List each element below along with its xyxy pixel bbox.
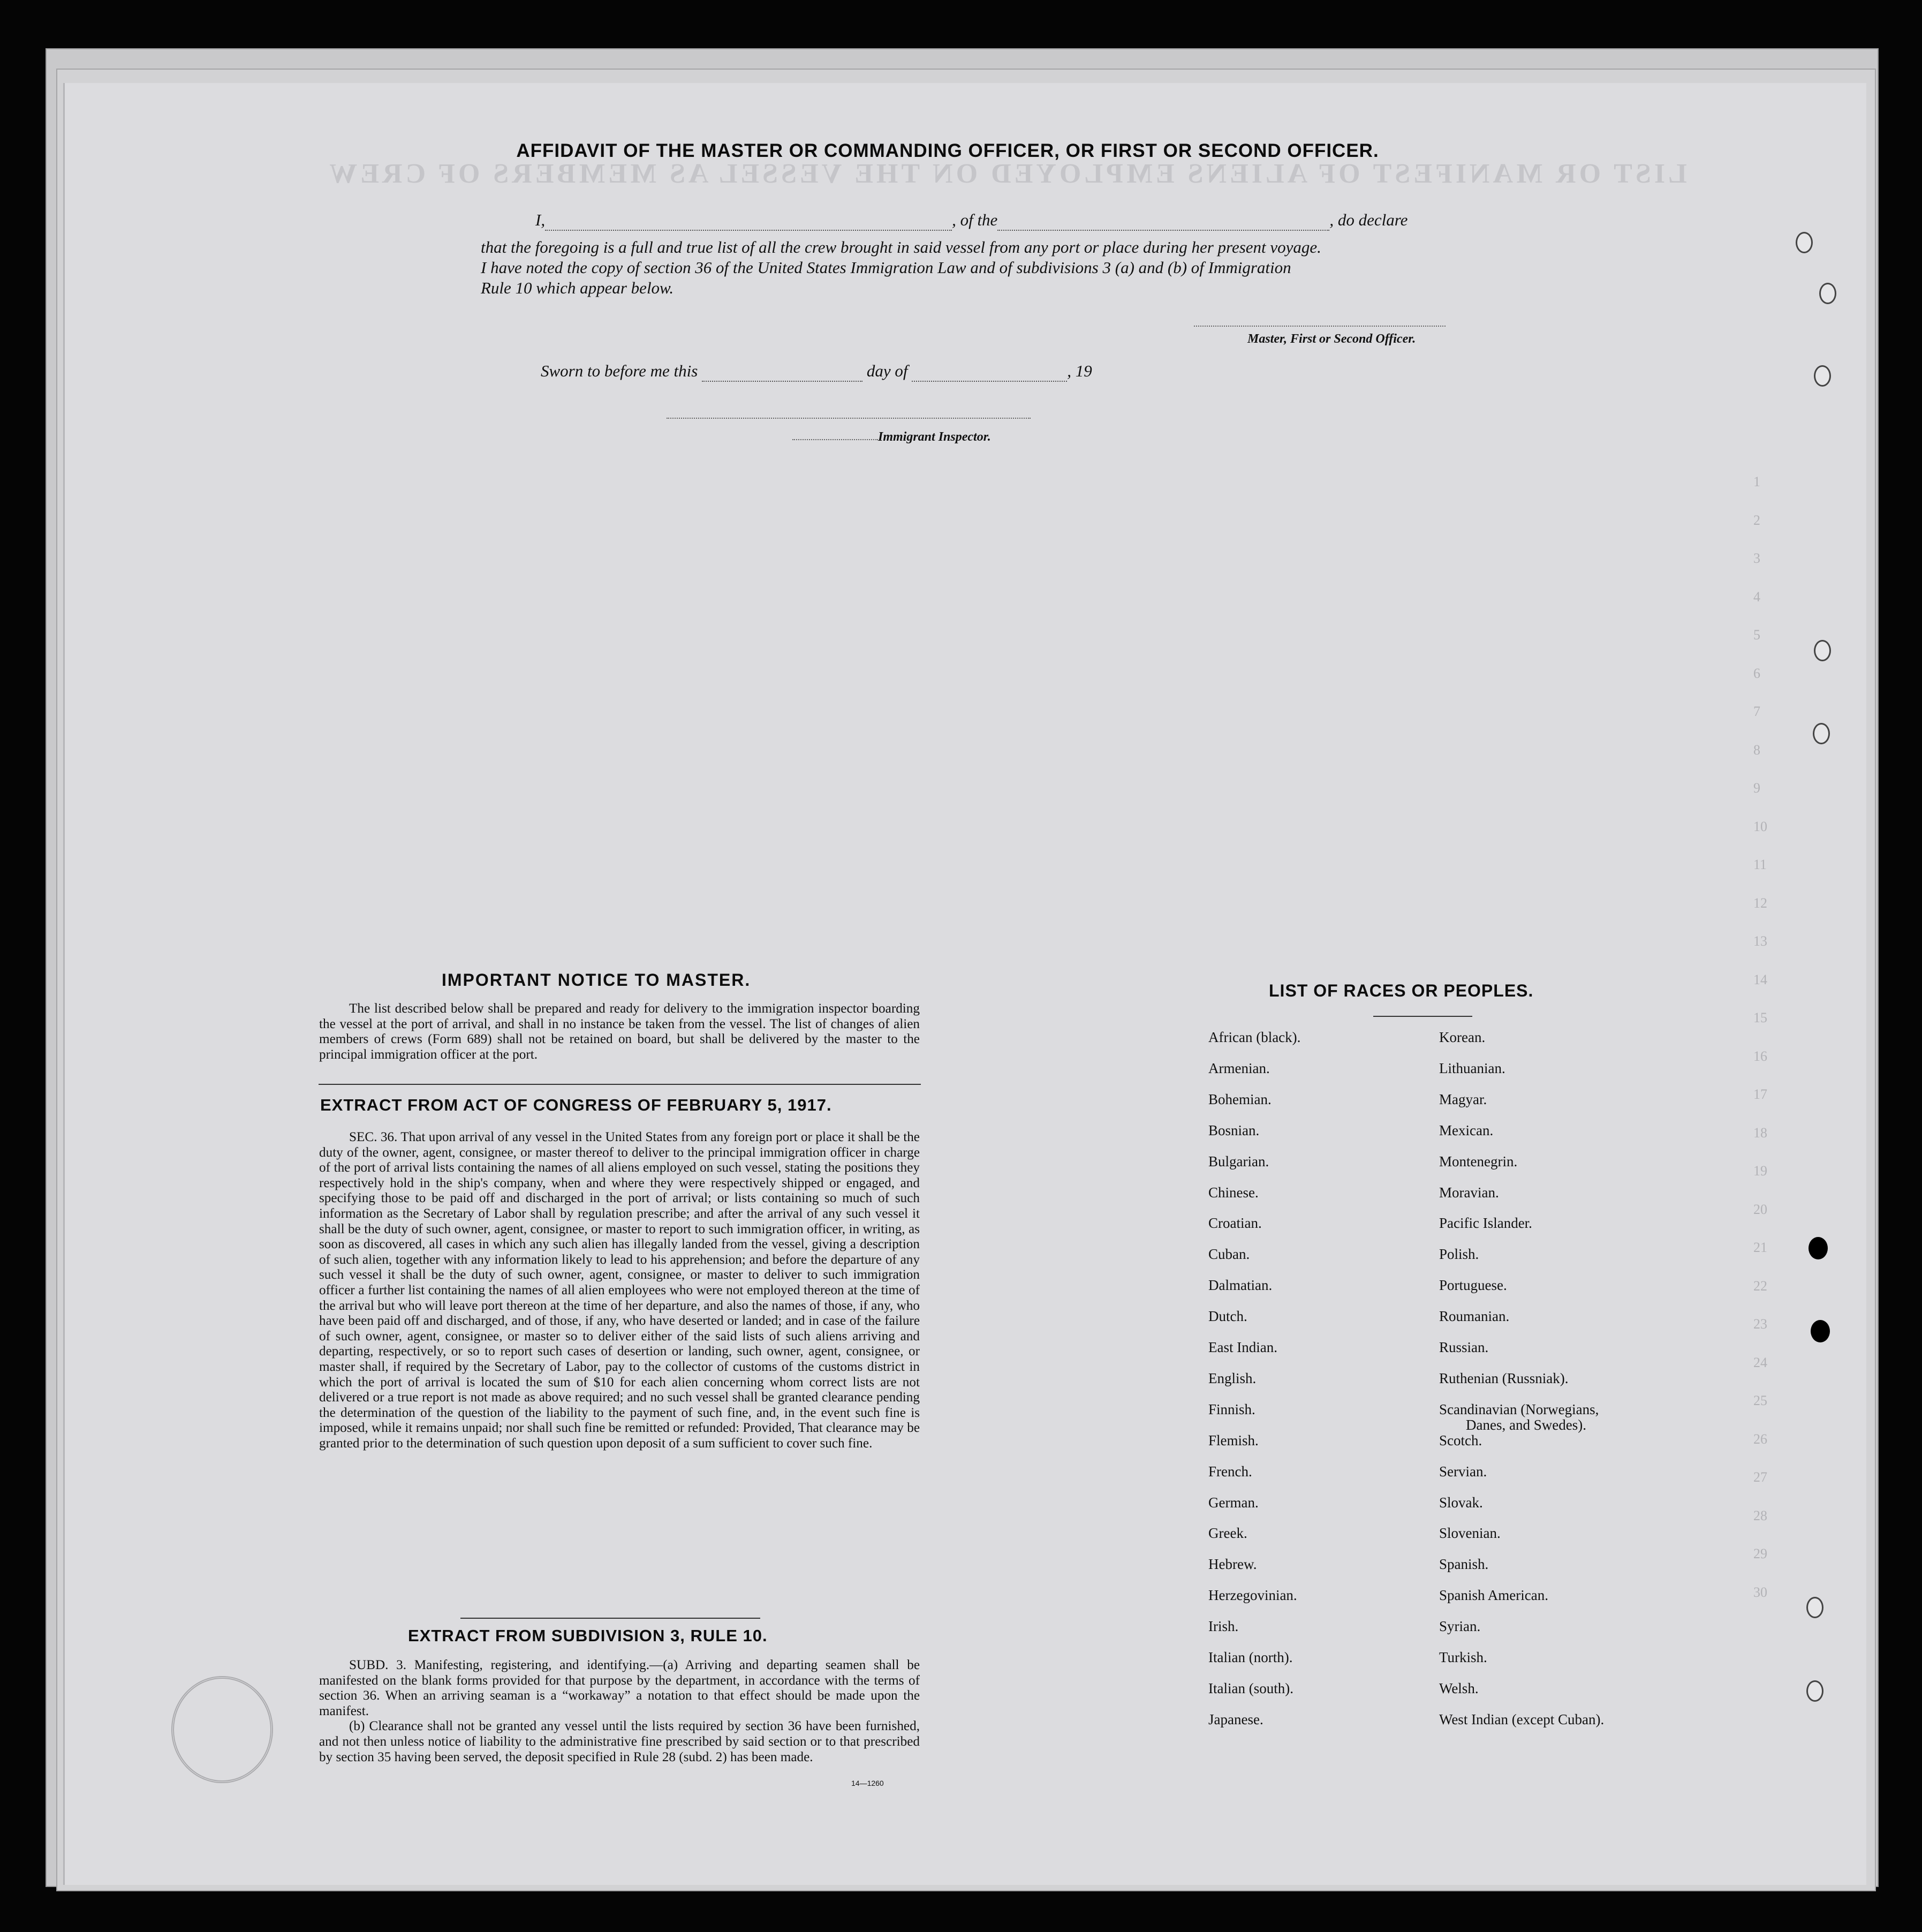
race-item: Korean. — [1439, 1029, 1486, 1045]
bleed-through-row-number: 2 — [1753, 512, 1760, 528]
year-prefix: , 19 — [1067, 361, 1092, 380]
race-item: Portuguese. — [1439, 1277, 1507, 1294]
bleed-through-row-number: 22 — [1753, 1278, 1767, 1294]
race-item: Syrian. — [1439, 1618, 1481, 1635]
bleed-through-row-number: 19 — [1753, 1163, 1767, 1179]
race-item: Welsh. — [1439, 1680, 1479, 1696]
rule-heading: EXTRACT FROM SUBDIVISION 3, RULE 10. — [408, 1626, 768, 1645]
race-item: Flemish. — [1208, 1432, 1259, 1448]
vessel-name-blank[interactable] — [997, 210, 1329, 231]
bleed-through-row-number: 7 — [1753, 704, 1760, 719]
race-item: Dalmatian. — [1208, 1277, 1273, 1294]
race-item: Dutch. — [1208, 1308, 1247, 1325]
race-item: Finnish. — [1208, 1401, 1255, 1417]
bleed-through-row-number: 26 — [1753, 1431, 1767, 1447]
act-divider — [460, 1618, 760, 1619]
race-item: Japanese. — [1208, 1711, 1263, 1727]
race-item: Bohemian. — [1208, 1091, 1272, 1107]
bleed-through-row-number: 10 — [1753, 818, 1767, 834]
race-item: Magyar. — [1439, 1091, 1487, 1107]
act-heading: EXTRACT FROM ACT OF CONGRESS OF FEBRUARY 5, 1917. — [320, 1096, 832, 1114]
races-heading: LIST OF RACES OR PEOPLES. — [1269, 981, 1534, 1000]
bleed-through-row-number: 13 — [1753, 933, 1767, 949]
binder-hole — [1819, 283, 1836, 304]
race-item: Polish. — [1439, 1246, 1479, 1263]
inspector-dotted-leader — [792, 439, 878, 440]
race-item: Greek. — [1208, 1525, 1247, 1542]
faded-stamp — [171, 1676, 273, 1783]
race-item: West Indian (except Cuban). — [1439, 1711, 1605, 1727]
rule-text-a: SUBD. 3. Manifesting, registering, and identifying.—(a) Arriving and departing seamen shall be manifested on the blank forms provided for that purpose by the department, in accordance with the terms of section 36. When an arriving seaman is a “workaway” a notation to that effect should be made upon the manifest. — [319, 1658, 920, 1718]
bleed-through-row-number: 25 — [1753, 1393, 1767, 1408]
binder-hole — [1814, 640, 1831, 661]
bleed-through-row-number: 27 — [1753, 1469, 1767, 1485]
race-item: Russian. — [1439, 1339, 1489, 1355]
binder-hole — [1809, 1237, 1828, 1259]
binder-hole — [1796, 232, 1813, 253]
bleed-through-row-number: 17 — [1753, 1086, 1767, 1102]
bleed-through-row-number: 11 — [1753, 857, 1767, 872]
race-item: East Indian. — [1208, 1339, 1277, 1355]
inspector-signature-line[interactable] — [667, 418, 1031, 419]
race-item: Hebrew. — [1208, 1556, 1257, 1573]
bleed-through-row-number: 15 — [1753, 1010, 1767, 1025]
notice-divider — [319, 1084, 921, 1085]
inspector-label: Immigrant Inspector. — [878, 430, 991, 444]
document-page — [63, 83, 1866, 1885]
binder-hole — [1813, 723, 1830, 744]
bleed-through-row-number: 24 — [1753, 1354, 1767, 1370]
bleed-through-row-number: 23 — [1753, 1316, 1767, 1332]
race-item: Slovenian. — [1439, 1525, 1501, 1542]
bleed-through-row-number: 20 — [1753, 1201, 1767, 1217]
race-item: Bosnian. — [1208, 1122, 1260, 1138]
race-item: English. — [1208, 1370, 1257, 1386]
race-item: Moravian. — [1439, 1184, 1499, 1201]
bleed-through-row-number: 28 — [1753, 1507, 1767, 1523]
race-item: Ruthenian (Russniak). — [1439, 1370, 1569, 1386]
race-item: Slovak. — [1439, 1494, 1483, 1511]
race-item: Montenegrin. — [1439, 1153, 1518, 1169]
affidavit-do-declare: , do declare — [1329, 210, 1408, 229]
race-item: Cuban. — [1208, 1246, 1250, 1263]
officer-name-blank[interactable] — [545, 210, 952, 231]
race-item: Chinese. — [1208, 1184, 1259, 1201]
binder-hole — [1806, 1597, 1823, 1618]
bleed-through-row-number: 18 — [1753, 1125, 1767, 1141]
bleed-through-row-number: 1 — [1753, 474, 1760, 489]
race-item: Spanish. — [1439, 1556, 1489, 1573]
race-item: African (black). — [1208, 1029, 1301, 1045]
bleed-through-row-number: 14 — [1753, 971, 1767, 987]
bleed-through-row-number: 16 — [1753, 1048, 1767, 1064]
race-item: Lithuanian. — [1439, 1060, 1505, 1076]
bleed-through-row-number: 8 — [1753, 742, 1760, 758]
act-paragraph — [319, 1130, 920, 1451]
affidavit-line-2: that the foregoing is a full and true list of all the crew brought in said vessel from any port or place during her present voyage. — [481, 238, 1321, 256]
race-item: Herzegovinian. — [1208, 1587, 1297, 1604]
race-item: Roumanian. — [1439, 1308, 1510, 1325]
race-item-continuation: Danes, and Swedes). — [1466, 1416, 1586, 1433]
act-text: SEC. 36. That upon arrival of any vessel in the United States from any foreign port or place it shall be the duty of the owner, agent, consignee, or master thereof to deliver to the principal immigration officer in charge of the port of arrival lists containing the names of all aliens employed on such vessel, stating the positions they respectively hold in the ship's company, when and where they were respectively shipped or engaged, and specifying those to be paid off and discharged in the port of arrival; or lists containing so much of such information as the Secretary of Labor shall by regulation prescribe; and after the arrival of any such vessel it shall be the duty of such owner, agent, consignee, or master to report to such immigration officer, in writing, as soon as discovered, all cases in which any such alien has illegally landed from the vessel, giving a description of such alien, together with any information likely to lead to his apprehension; and before the departure of any such vessel it shall be the duty of such owner, agent, consignee, or master to deliver to such immigration officer a further list containing the names of all alien employees who were not employed thereon at the time of the arrival but who will leave port thereon at the time of her departure, and also the names of those, if any, who have been paid off and discharged, and of those, if any, who have deserted or landed; and in case of the failure of such owner, agent, consignee, or master so to deliver either of the said lists of such aliens arriving and departing, respectively, or so to report such cases of desertion or landing, such owner, agent, consignee, or master shall, if required by the Secretary of Labor, pay to the collector of customs of the customs district in which the port of arrival is located the sum of $10 for each alien concerning whom correct lists are not delivered or a true report is not made as above required; and no such vessel shall be granted clearance pending the determination of the question of the liability to the payment of such fine, and, in the event such fine is imposed, while it remains unpaid; nor shall such fine be remitted or refunded: Provided, That clearance may be granted prior to the determination of such question upon deposit of a sum sufficient to cover such fine. — [319, 1130, 920, 1451]
bleed-through-row-number: 6 — [1753, 665, 1760, 681]
race-item: Pacific Islander. — [1439, 1215, 1532, 1232]
binder-hole — [1806, 1680, 1823, 1702]
master-signature-line[interactable] — [1194, 326, 1446, 327]
race-item: Turkish. — [1439, 1649, 1487, 1665]
bleed-through-row-number: 21 — [1753, 1240, 1767, 1255]
race-item: Armenian. — [1208, 1060, 1270, 1076]
bleed-through-row-number: 4 — [1753, 588, 1760, 605]
bleed-through-title: LIST OR MANIFEST OF ALIENS EMPLOYED ON THE VESSEL AS MEMBERS OF CREW — [326, 159, 1687, 189]
sworn-month-blank[interactable] — [912, 361, 1067, 382]
race-item: Spanish American. — [1439, 1587, 1548, 1604]
rule-paragraphs — [319, 1658, 920, 1765]
binder-hole — [1811, 1320, 1830, 1342]
race-item: Italian (south). — [1208, 1680, 1293, 1696]
sworn-line — [541, 361, 1092, 382]
races-divider — [1373, 1016, 1472, 1017]
affidavit-line-4: Rule 10 which appear below. — [481, 278, 674, 297]
race-item: Bulgarian. — [1208, 1153, 1269, 1169]
bleed-through-row-number: 5 — [1753, 627, 1760, 643]
bleed-through-row-number: 3 — [1753, 550, 1760, 566]
notice-paragraph — [319, 1001, 920, 1062]
affidavit-title: AFFIDAVIT OF THE MASTER OR COMMANDING OFFICER, OR FIRST OR SECOND OFFICER. — [516, 140, 1379, 161]
race-item: Croatian. — [1208, 1215, 1262, 1232]
sworn-label: Sworn to before me this — [541, 361, 698, 380]
master-signature-label: Master, First or Second Officer. — [1247, 332, 1416, 346]
affidavit-i-label: I, — [535, 210, 546, 229]
race-item: Italian (north). — [1208, 1649, 1293, 1665]
race-item: German. — [1208, 1494, 1259, 1511]
race-item: Irish. — [1208, 1618, 1239, 1635]
bleed-through-row-number: 30 — [1753, 1584, 1767, 1600]
sworn-day-blank[interactable] — [702, 361, 862, 382]
affidavit-line-1 — [535, 210, 1408, 231]
bleed-through-row-number: 9 — [1753, 780, 1760, 796]
affidavit-of-the: , of the — [952, 210, 998, 229]
race-item: Mexican. — [1439, 1122, 1494, 1138]
day-of-label: day of — [866, 361, 908, 380]
notice-heading: IMPORTANT NOTICE TO MASTER. — [442, 970, 751, 990]
affidavit-line-3: I have noted the copy of section 36 of the United States Immigration Law and of subdivisions 3 (a) and (b) of Immigration — [481, 258, 1291, 277]
bleed-through-row-number: 29 — [1753, 1546, 1767, 1561]
race-item: French. — [1208, 1463, 1252, 1480]
rule-text-b: (b) Clearance shall not be granted any vessel until the lists required by section 36 have been furnished, and not then unless notice of liability to the administrative fine prescribed by said section or to that prescribed by section 35 having been served, the deposit specified in Rule 28 (subd. 2) has been made. — [319, 1719, 920, 1764]
bleed-through-row-number: 12 — [1753, 895, 1767, 911]
race-item: Servian. — [1439, 1463, 1487, 1480]
race-item: Scandinavian (Norwegians, — [1439, 1401, 1599, 1417]
race-item: Scotch. — [1439, 1432, 1482, 1448]
binder-hole — [1814, 365, 1831, 387]
form-number: 14—1260 — [851, 1779, 884, 1787]
notice-text: The list described below shall be prepared and ready for delivery to the immigration inspector boarding the vessel at the port of arrival, and shall in no instance be taken from the vessel. The list of changes of alien members of crews (Form 689) shall not be retained on board, but shall be delivered by the master to the principal immigration officer at the port. — [319, 1001, 920, 1062]
